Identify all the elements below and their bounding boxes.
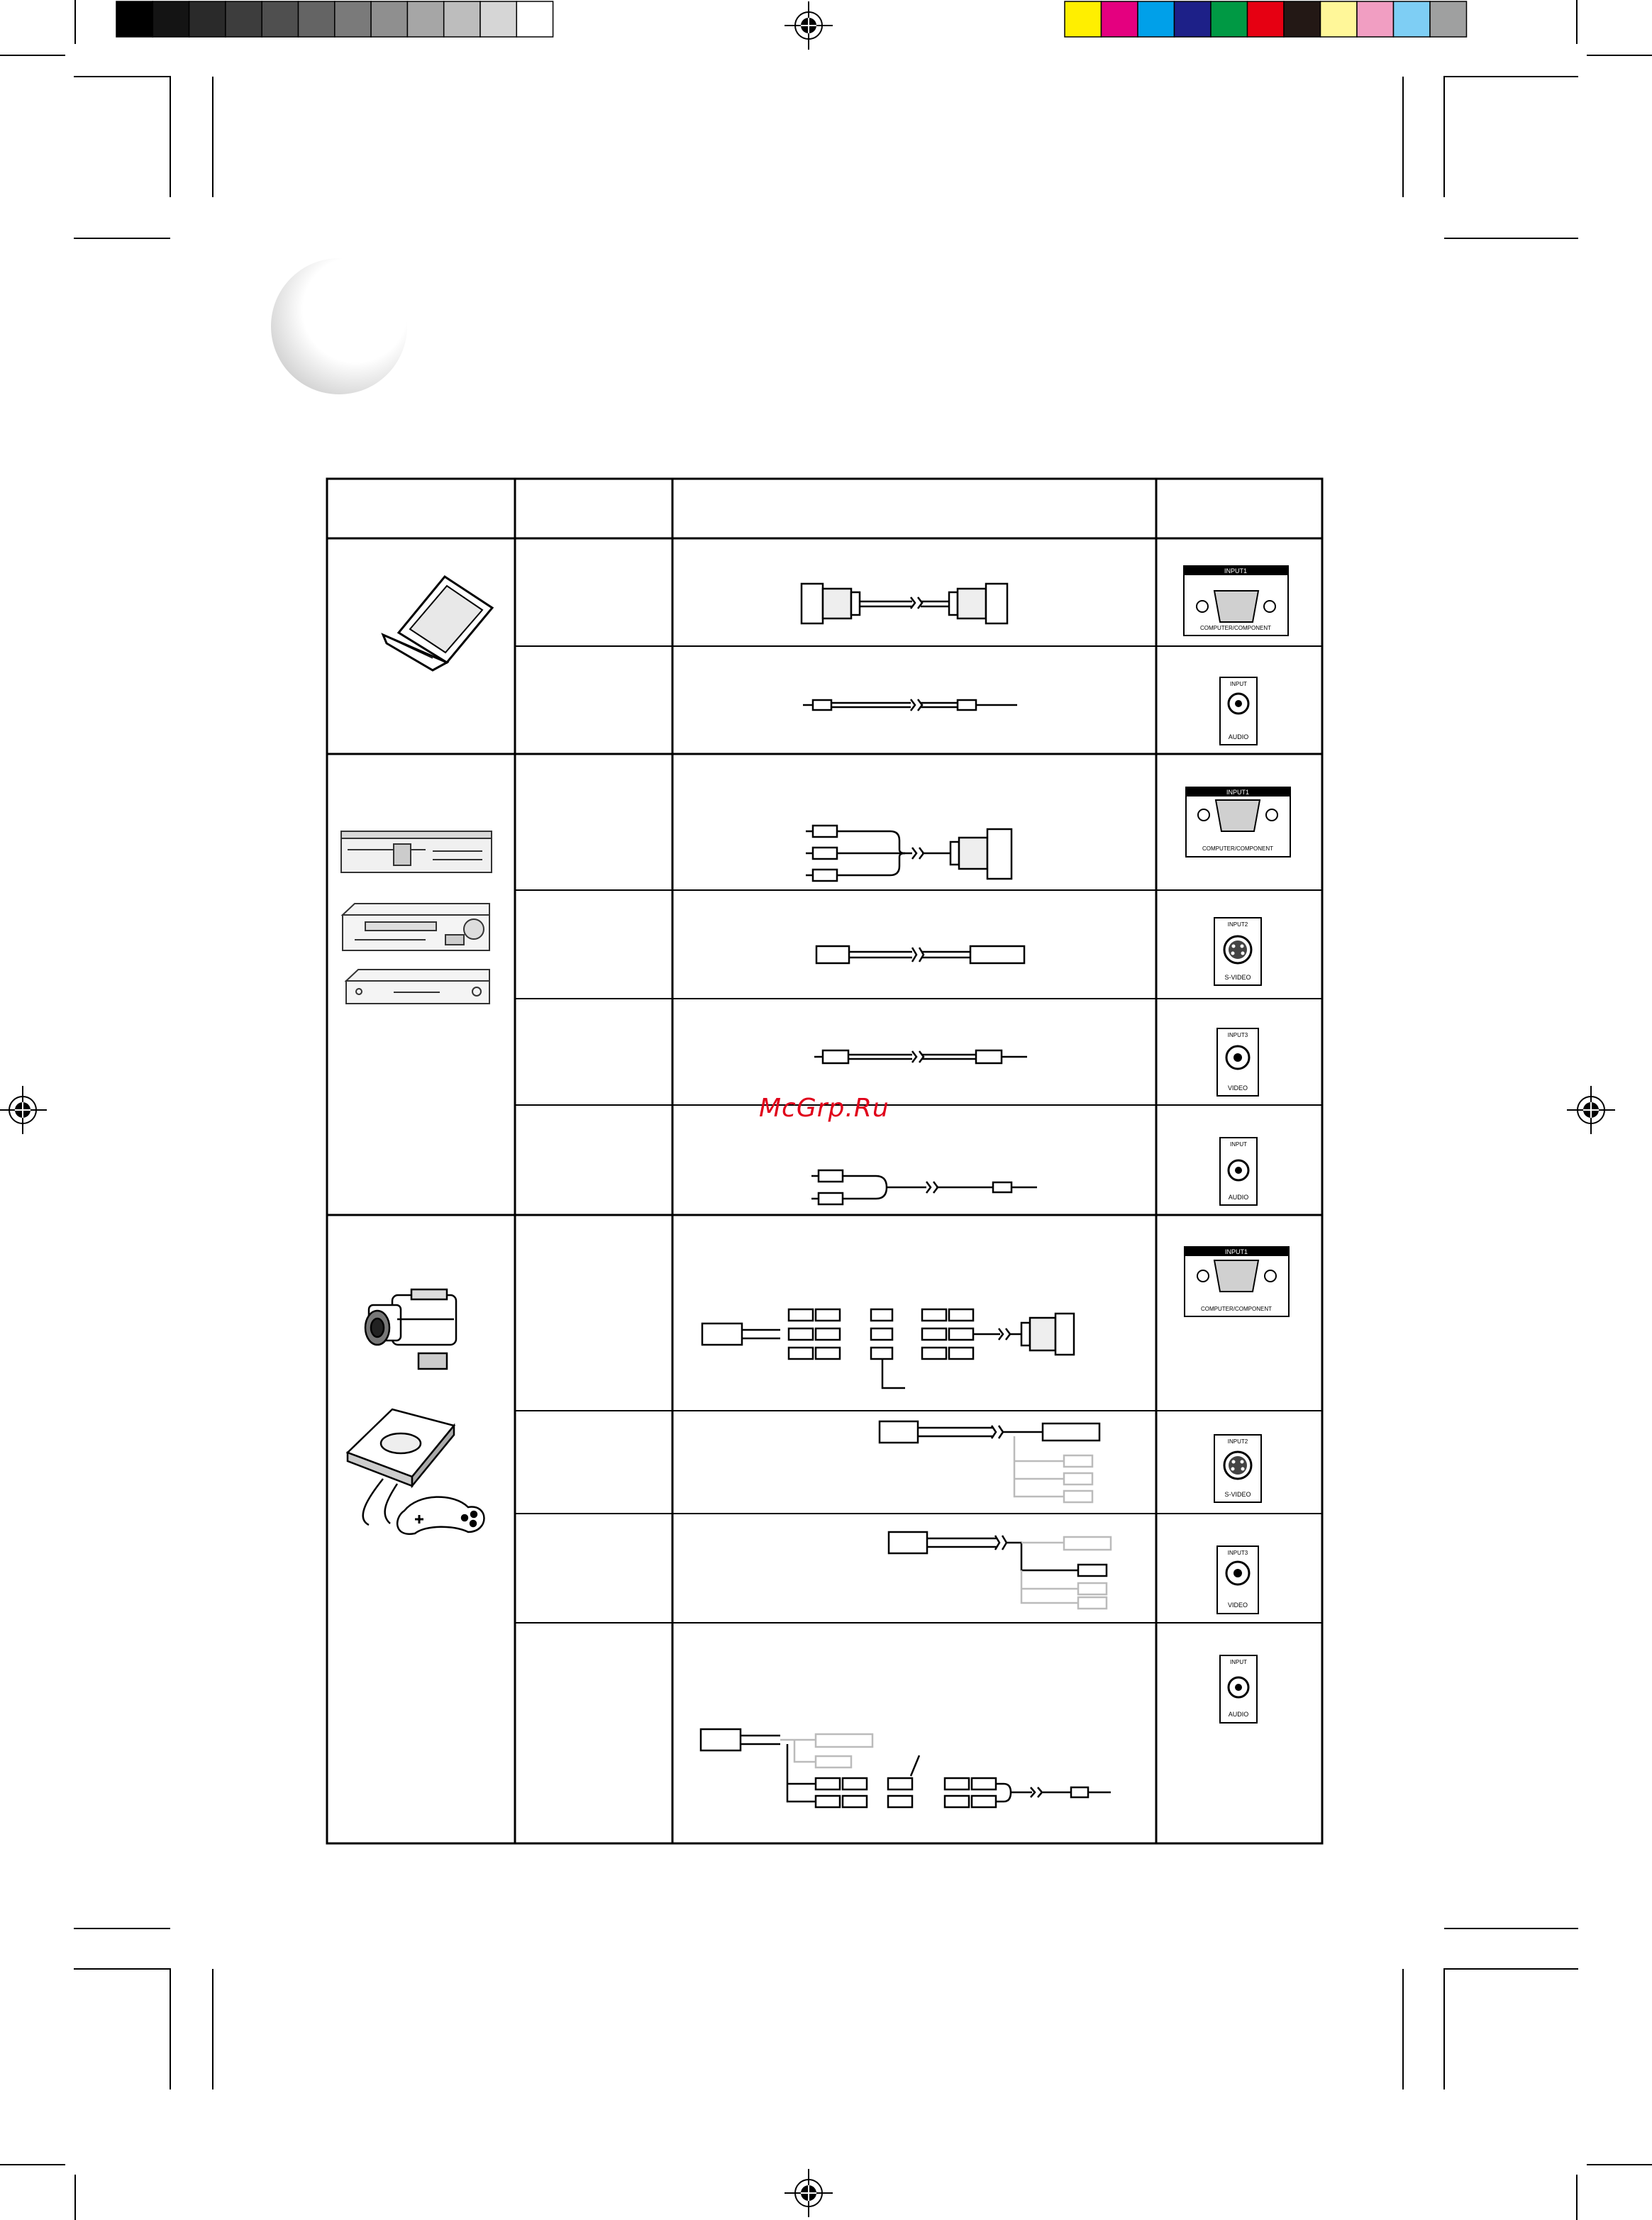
gray-swatch — [335, 1, 371, 37]
input-audio-label: INPUT — [1230, 681, 1247, 687]
input2-label: INPUT2 — [1227, 921, 1248, 928]
s-video-cable-illustration — [816, 946, 1024, 963]
audio-terminal-2 — [1220, 1138, 1257, 1205]
color-calibration-bar — [1065, 1, 1467, 37]
audio-label: AUDIO — [1228, 1711, 1249, 1718]
watermark-text: McGrp.Ru — [759, 1094, 889, 1123]
computer-component-label: COMPUTER/COMPONENT — [1200, 625, 1271, 631]
registration-mark-top — [785, 1, 833, 50]
color-swatch — [1430, 1, 1467, 37]
input-audio-label: INPUT — [1230, 1141, 1247, 1148]
laptop-computer-illustration — [383, 577, 492, 670]
color-swatch — [1175, 1, 1212, 37]
gray-swatch — [516, 1, 553, 37]
video-terminal-2 — [1217, 1546, 1258, 1614]
input3-label: INPUT3 — [1227, 1032, 1248, 1038]
gray-swatch — [189, 1, 226, 37]
color-swatch — [1394, 1, 1431, 37]
video-label: VIDEO — [1227, 1602, 1248, 1609]
video-cable-illustration — [814, 1050, 1027, 1063]
color-swatch — [1102, 1, 1138, 37]
color-swatch — [1065, 1, 1102, 37]
color-swatch — [1211, 1, 1248, 37]
camcorder-illustration — [365, 1289, 456, 1369]
gray-swatch — [153, 1, 189, 37]
input1-label: INPUT1 — [1224, 567, 1248, 575]
digital-tuner-illustration — [346, 970, 489, 1004]
audio-terminal-1 — [1220, 677, 1257, 745]
input3-label: INPUT3 — [1227, 1550, 1248, 1556]
gray-swatch — [480, 1, 516, 37]
input1-terminal-1 — [1184, 566, 1288, 636]
audio-label: AUDIO — [1228, 733, 1249, 740]
input-audio-label: INPUT — [1230, 1659, 1247, 1665]
gray-swatch — [226, 1, 262, 37]
registration-mark-left — [0, 1086, 47, 1134]
rca-audio-cable-illustration — [811, 1170, 1037, 1204]
input1-terminal-3 — [1185, 1247, 1289, 1316]
s-video-label: S-VIDEO — [1224, 974, 1251, 981]
av-s-video-cable-illustration — [880, 1421, 1099, 1502]
color-swatch — [1321, 1, 1358, 37]
gray-swatch — [371, 1, 407, 37]
dvd-player-illustration — [341, 831, 492, 872]
s-video-terminal-1 — [1214, 918, 1261, 985]
color-swatch — [1284, 1, 1321, 37]
input1-label: INPUT1 — [1226, 789, 1250, 796]
audio-cable-illustration — [803, 699, 1017, 711]
color-swatch — [1248, 1, 1285, 37]
component-cable-illustration — [806, 826, 1011, 881]
input1-terminal-2 — [1186, 787, 1290, 857]
gray-swatch — [407, 1, 443, 37]
connection-table — [327, 479, 1322, 1843]
video-terminal-1 — [1217, 1028, 1258, 1096]
chapter-ball-decoration — [271, 258, 407, 394]
color-swatch — [1357, 1, 1394, 37]
audio-terminal-3 — [1220, 1655, 1257, 1723]
audio-label: AUDIO — [1228, 1194, 1249, 1201]
gray-swatch — [299, 1, 335, 37]
rgb-cable-illustration — [802, 584, 1007, 623]
grayscale-calibration-bar — [116, 1, 553, 37]
gray-swatch — [444, 1, 480, 37]
s-video-label: S-VIDEO — [1224, 1491, 1251, 1498]
vcr-illustration — [343, 904, 489, 950]
av-audio-cable-illustration — [701, 1729, 1111, 1807]
av-component-adaptor-cable-illustration — [702, 1309, 1074, 1388]
av-video-cable-illustration — [889, 1532, 1111, 1609]
color-swatch — [1138, 1, 1175, 37]
computer-component-label: COMPUTER/COMPONENT — [1202, 845, 1273, 852]
computer-component-label: COMPUTER/COMPONENT — [1201, 1306, 1272, 1312]
gray-swatch — [116, 1, 153, 37]
registration-mark-bottom — [785, 2169, 833, 2217]
gray-swatch — [262, 1, 298, 37]
input1-label: INPUT1 — [1224, 1248, 1248, 1255]
s-video-terminal-2 — [1214, 1435, 1261, 1502]
game-console-illustration — [348, 1409, 484, 1534]
registration-mark-right — [1567, 1086, 1615, 1134]
input2-label: INPUT2 — [1227, 1438, 1248, 1445]
video-label: VIDEO — [1227, 1084, 1248, 1092]
